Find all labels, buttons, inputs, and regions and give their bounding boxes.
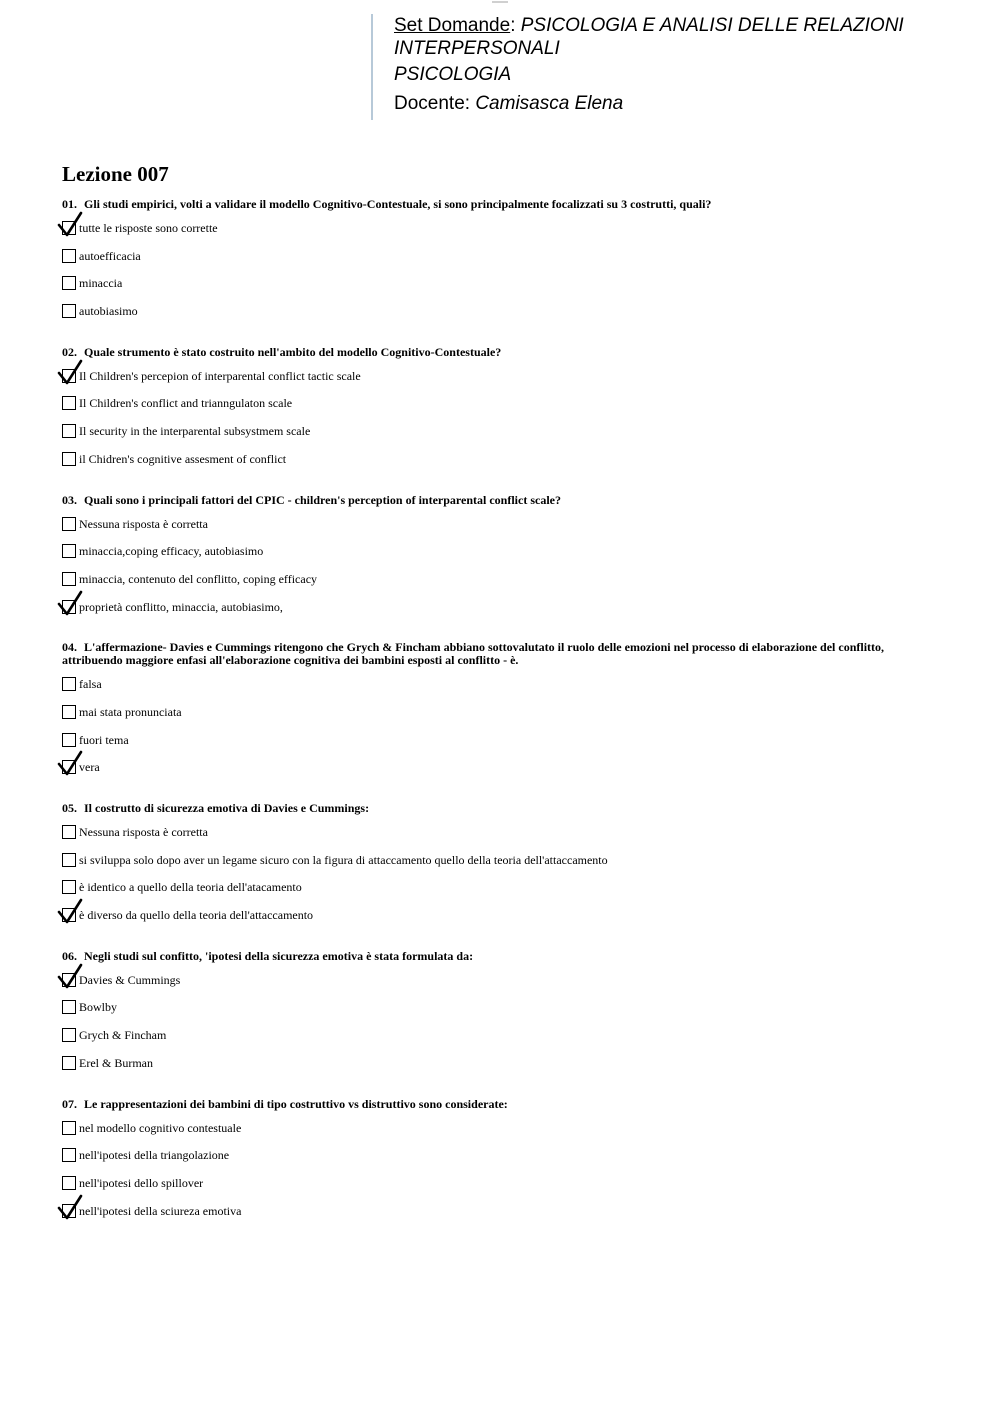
checkbox[interactable] [62,733,76,747]
page-top-mark [492,1,508,3]
question-spacer [62,1231,942,1245]
checkbox[interactable] [62,396,76,410]
course-title-line1: PSICOLOGIA E ANALISI DELLE RELAZIONI [520,15,904,36]
option-label: minaccia [79,276,123,291]
question-body: Quale strumento è stato costruito nell'ambito del modello Cognitivo-Contestuale? [84,344,502,359]
checkbox[interactable] [62,705,76,719]
option-label: minaccia,coping efficacy, autobiasimo [79,544,264,559]
checkbox[interactable] [62,1000,76,1014]
question-spacer [62,936,942,950]
answer-option[interactable] [62,452,942,480]
answer-option[interactable] [62,1056,942,1084]
question-body: Gli studi empirici, volti a validare il modello Cognitivo-Contestuale, si sono principalmente focalizzati su 3 costrutti, quali? [84,197,712,211]
question-body: L'affermazione- Davies e Cummings ritengono che Grych & Fincham abbiano sottovalutato il ruolo delle emozioni nel processo di elaborazione del conflitto, attribuendo maggiore enfasi all'elaborazione cognitiva dei bambini esposti al conflitto - è. [62,640,885,668]
question-7 [62,1098,942,1246]
checked-checkbox[interactable] [62,908,76,922]
answer-option[interactable] [62,677,942,705]
question-text [62,950,942,963]
checkbox[interactable] [62,424,76,438]
question-4 [62,641,942,802]
checkbox[interactable] [62,517,76,531]
question-spacer [62,788,942,802]
option-label: il Chidren's cognitive assesment of conflict [79,451,287,466]
answer-option[interactable] [62,705,942,733]
checkbox[interactable] [62,452,76,466]
answer-option[interactable] [62,1121,942,1149]
question-body: Negli studi sul confitto, 'ipotesi della sicurezza emotiva è stata formulata da: [84,948,474,963]
question-text [62,494,942,507]
option-label: mai stata pronunciata [79,704,182,719]
option-label: autobiasimo [79,304,138,319]
answer-option[interactable] [62,249,942,277]
answer-option[interactable] [62,1176,942,1204]
question-text [62,346,942,359]
question-number: 01. [62,197,77,211]
checkmark-icon [58,589,84,615]
checkbox[interactable] [62,544,76,558]
subject: PSICOLOGIA [394,64,512,85]
answer-option[interactable] [62,1204,942,1232]
option-label: è diverso da quello della teoria dell'attaccamento [79,908,314,923]
checkmark-icon [58,1193,84,1219]
checked-checkbox[interactable] [62,760,76,774]
option-label: Grych & Fincham [79,1028,167,1043]
header-title-line2 [394,37,961,60]
answer-option[interactable] [62,572,942,600]
answer-option[interactable] [62,973,942,1001]
answer-option[interactable] [62,276,942,304]
option-label: nel modello cognitivo contestuale [79,1120,242,1135]
answer-option[interactable] [62,396,942,424]
option-label: nell'ipotesi della triangolazione [79,1148,230,1163]
set-colon: : [510,15,516,36]
question-body: Il costrutto di sicurezza emotiva di Davies e Cummings: [84,801,370,815]
option-label: minaccia, contenuto del conflitto, coping efficacy [79,571,318,586]
checkbox[interactable] [62,853,76,867]
option-label: falsa [79,677,102,692]
option-label: nell'ipotesi della sciureza emotiva [79,1203,242,1218]
answer-option[interactable] [62,825,942,853]
option-label: è identico a quello della teoria dell'atacamento [79,880,302,895]
checkbox[interactable] [62,677,76,691]
answer-option[interactable] [62,221,942,249]
header-docente-line [394,92,961,115]
checked-checkbox[interactable] [62,221,76,235]
option-label: Il security in the interparental subsystmem scale [79,424,311,439]
checkmark-icon [58,358,84,384]
checkbox[interactable] [62,880,76,894]
option-label: nell'ipotesi dello spillover [79,1175,204,1190]
question-list [62,198,942,1245]
answer-option[interactable] [62,304,942,332]
checkbox[interactable] [62,304,76,318]
question-spacer [62,480,942,494]
checkmark-icon [58,210,84,236]
option-label: Nessuna risposta è corretta [79,825,208,839]
document-header [371,14,961,120]
option-label: si sviluppa solo dopo aver un legame sicuro con la figura di attaccamento quello della teoria dell'attaccamento [79,852,608,867]
checkbox[interactable] [62,1056,76,1070]
answer-option[interactable] [62,369,942,397]
checkbox[interactable] [62,1121,76,1135]
answer-option[interactable] [62,908,942,936]
question-number: 05. [62,801,77,815]
question-number: 02. [62,344,77,359]
option-label: Il Children's conflict and trianngulaton scale [79,396,293,411]
answer-option[interactable] [62,733,942,761]
question-3 [62,494,942,642]
checkmark-icon [58,962,84,988]
question-number: 06. [62,948,77,963]
answer-option[interactable] [62,880,942,908]
docente-name: Camisasca Elena [475,93,624,114]
option-label: autoefficacia [79,248,141,263]
checkbox[interactable] [62,1148,76,1162]
question-body: Le rappresentazioni dei bambini di tipo costruttivo vs distruttivo sono considerate: [84,1096,508,1111]
option-label: Il Children's percepion of interparental conflict tactic scale [79,368,361,383]
checkmark-icon [58,897,84,923]
question-1 [62,198,942,346]
answer-option[interactable] [62,424,942,452]
set-label: Set Domande [394,15,511,36]
question-6 [62,950,942,1098]
lesson-title: Lezione 007 [62,162,169,186]
question-5 [62,802,942,950]
answer-option[interactable] [62,760,942,788]
option-label: proprietà conflitto, minaccia, autobiasimo, [79,599,283,614]
question-text [62,802,942,815]
question-spacer [62,1084,942,1098]
checkbox[interactable] [62,1176,76,1190]
answer-option[interactable] [62,544,942,572]
option-label: Davies & Cummings [79,972,181,987]
option-label: Erel & Burman [79,1055,153,1070]
course-title-line2: INTERPERSONALI [394,38,560,59]
checkbox[interactable] [62,825,76,839]
answer-option[interactable] [62,853,942,881]
checked-checkbox[interactable] [62,973,76,987]
question-text [62,641,942,667]
answer-option[interactable] [62,1000,942,1028]
question-body: Quali sono i principali fattori del CPIC - children's perception of interparental conflict scale? [84,492,561,507]
option-label: fuori tema [79,732,129,747]
checkbox[interactable] [62,572,76,586]
option-label: tutte le risposte sono corrette [79,221,218,235]
option-label: Nessuna risposta è corretta [79,516,208,531]
question-text [62,198,942,211]
question-text [62,1098,942,1111]
checkbox[interactable] [62,1028,76,1042]
option-label: vera [79,760,100,775]
docente-label: Docente: [394,93,471,114]
option-label: Bowlby [79,1000,118,1015]
header-set-line [394,14,961,37]
question-spacer [62,332,942,346]
answer-option[interactable] [62,600,942,628]
checkmark-icon [58,749,84,775]
answer-option[interactable] [62,1028,942,1056]
checked-checkbox[interactable] [62,1204,76,1218]
header-subject-line [394,63,961,86]
answer-option[interactable] [62,517,942,545]
checkbox[interactable] [62,249,76,263]
question-number: 07. [62,1096,77,1111]
answer-option[interactable] [62,1148,942,1176]
question-number: 04. [62,640,77,655]
question-number: 03. [62,492,77,507]
checked-checkbox[interactable] [62,369,76,383]
checked-checkbox[interactable] [62,600,76,614]
question-2 [62,346,942,494]
checkbox[interactable] [62,276,76,290]
question-spacer [62,627,942,641]
